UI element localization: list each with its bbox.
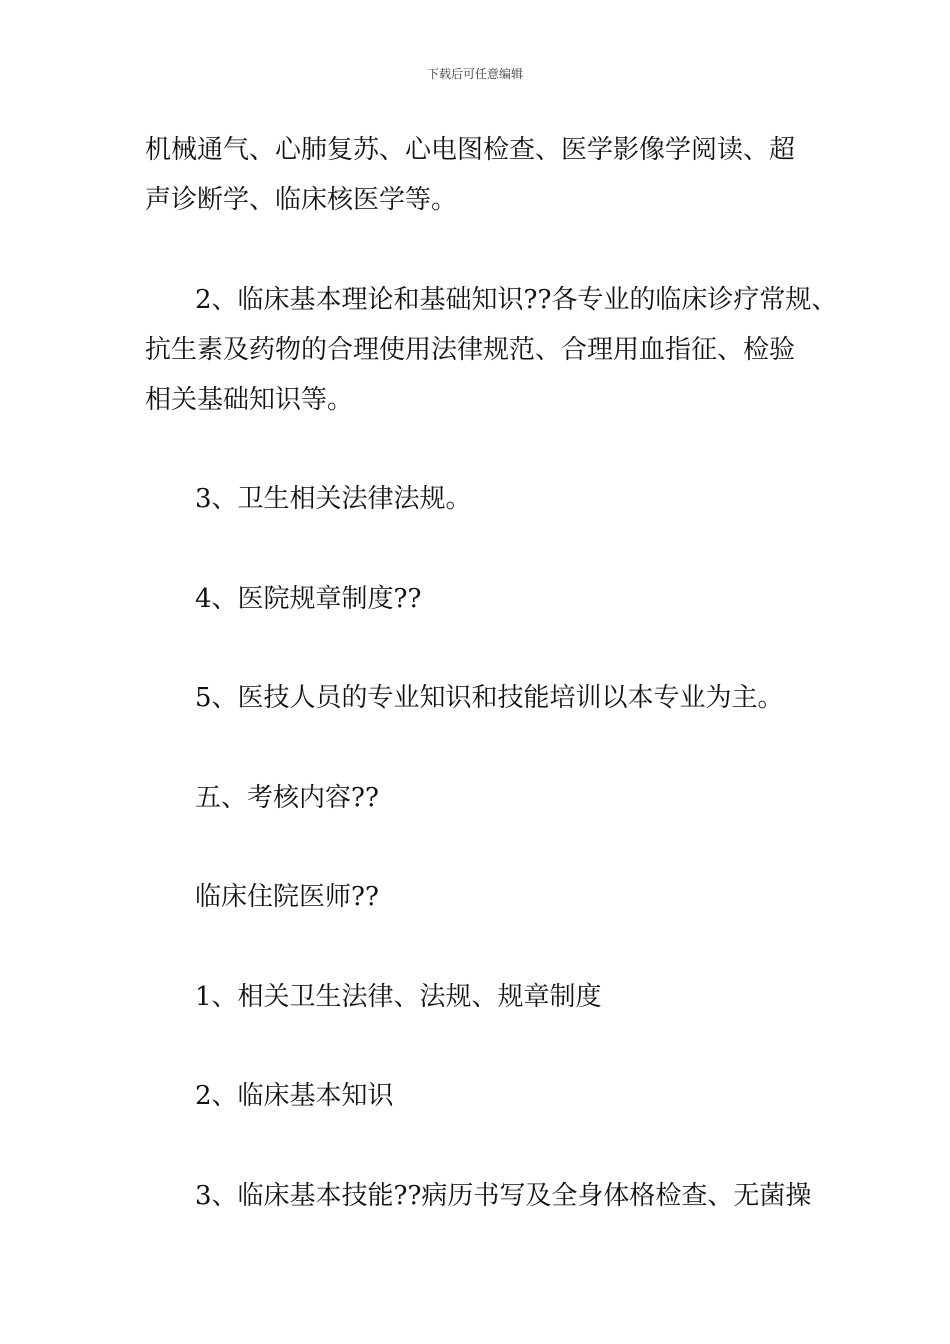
section-heading: 五、考核内容?? xyxy=(195,783,379,813)
body-line: 相关基础知识等。 xyxy=(145,385,354,415)
body-line: 声诊断学、临床核医学等。 xyxy=(145,185,458,215)
body-line: 3、临床基本技能??病历书写及全身体格检查、无菌操 xyxy=(195,1181,812,1211)
body-line: 4、医院规章制度?? xyxy=(195,584,422,614)
body-line: 机械通气、心肺复苏、心电图检查、医学影像学阅读、超 xyxy=(145,135,796,165)
subsection-heading: 临床住院医师?? xyxy=(195,882,379,912)
body-line: 2、临床基本理论和基础知识??各专业的临床诊疗常规、 xyxy=(195,285,838,315)
body-line: 抗生素及药物的合理使用法律规范、合理用血指征、检验 xyxy=(145,335,796,365)
body-line: 1、相关卫生法律、法规、规章制度 xyxy=(195,982,602,1012)
body-line: 5、医技人员的专业知识和技能培训以本专业为主。 xyxy=(195,683,784,713)
body-line: 2、临床基本知识 xyxy=(195,1081,394,1111)
body-line: 3、卫生相关法律法规。 xyxy=(195,484,472,514)
page-header: 下载后可任意编辑 xyxy=(426,67,523,81)
